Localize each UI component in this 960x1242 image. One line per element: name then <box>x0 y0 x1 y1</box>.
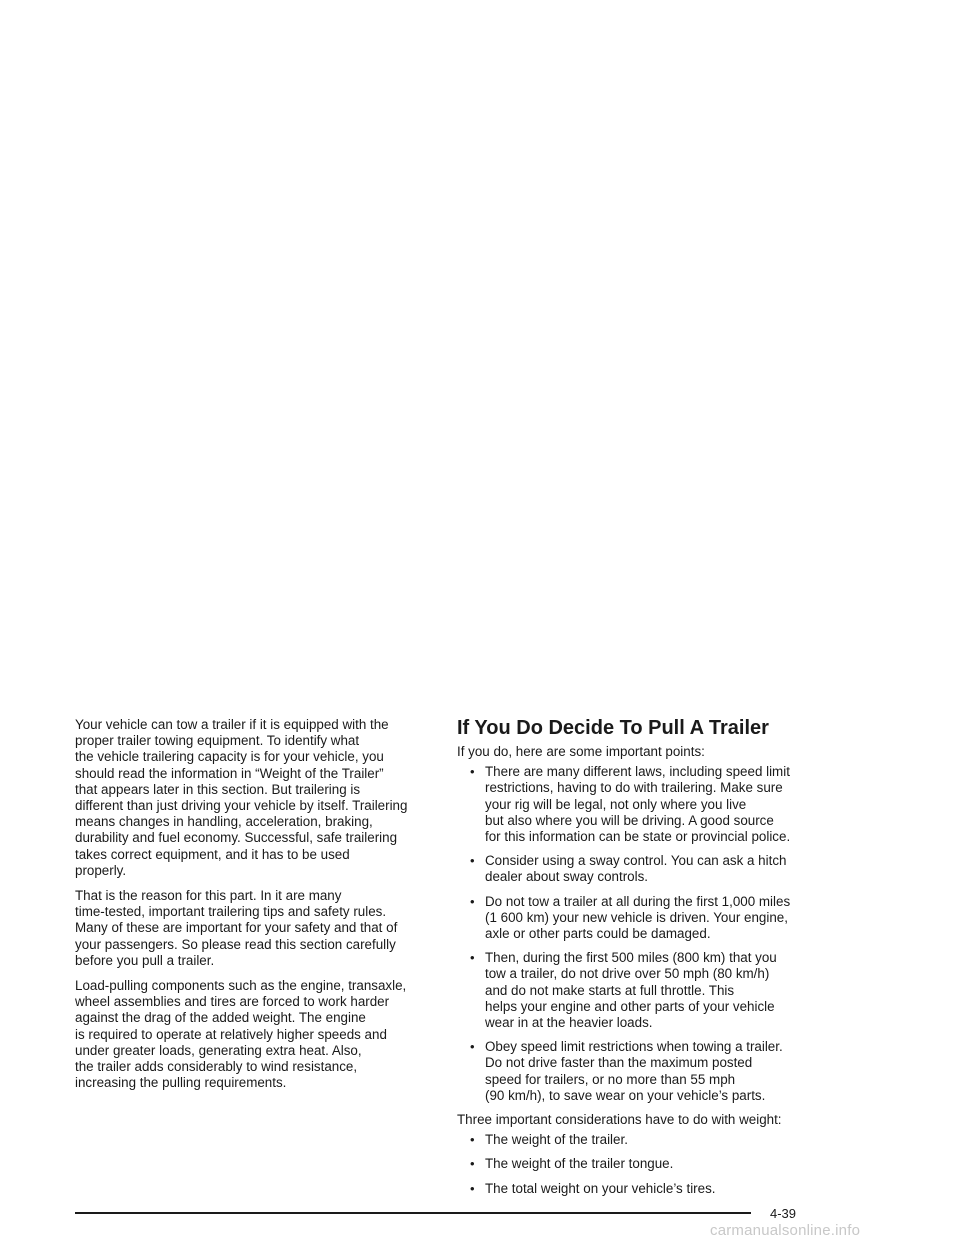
list-item-text: The total weight on your vehicle’s tires. <box>485 1180 716 1196</box>
list-item <box>457 950 829 1031</box>
list-item <box>457 764 829 845</box>
left-column <box>75 717 449 1100</box>
right-column <box>457 717 829 1205</box>
list-item-text: The weight of the trailer. <box>485 1132 628 1148</box>
points-intro: If you do, here are some important points: <box>457 744 705 759</box>
list-item <box>457 894 829 943</box>
list-item <box>457 1181 829 1197</box>
footer-rule <box>75 1212 751 1214</box>
weight-intro: Three important considerations have to do with weight: <box>457 1112 782 1128</box>
list-item-text: The weight of the trailer tongue. <box>485 1156 674 1172</box>
tips-paragraph: That is the reason for this part. In it are many time-tested, important trailering tips and safety rules. Many of these are important for your safety and that of your passengers. So please read this section carefully before you pull a trailer. <box>75 888 398 968</box>
bullet-icon: • <box>470 853 475 869</box>
weight-list <box>457 1132 829 1197</box>
list-item <box>457 1039 829 1104</box>
bullet-icon: • <box>470 1132 475 1148</box>
list-item-text: Consider using a sway control. You can ask a hitch dealer about sway controls. <box>485 853 787 885</box>
bullet-icon: • <box>470 1039 475 1055</box>
list-item-text: Obey speed limit restrictions when towing a trailer. Do not drive faster than the maximum posted speed for trailers, or no more than 55 mph (90 km/h), to save wear on your vehicle’s parts. <box>485 1039 783 1103</box>
section-heading: If You Do Decide To Pull A Trailer <box>457 717 769 739</box>
points-list <box>457 764 829 1104</box>
watermark: carmanualsonline.info <box>710 1222 861 1239</box>
list-item-text: There are many different laws, including speed limit restrictions, having to do with trailering. Make sure your rig will be legal, not only where you live but also where you will be driving. A good source for this information can be state or provincial police. <box>485 764 791 845</box>
bullet-icon: • <box>470 950 475 966</box>
list-item-text: Do not tow a trailer at all during the first 1,000 miles (1 600 km) your new vehicle is driven. Your engine, axle or other parts could be damaged. <box>485 893 791 942</box>
bullet-icon: • <box>470 1180 475 1196</box>
load-paragraph: Load-pulling components such as the engine, transaxle, wheel assemblies and tires are forced to work harder against the drag of the added weight. The engine is required to operate at relatively higher speeds and under greater loads, generating extra heat. Also, the trailer adds considerably to wind resistance, increasing the pulling requirements. <box>75 978 407 1091</box>
bullet-icon: • <box>470 764 475 780</box>
intro-paragraph: Your vehicle can tow a trailer if it is equipped with the proper trailer towing equipment. To identify what the vehicle trailering capacity is for your vehicle, you should read the information in “Weight of the Trailer” that appears later in this section. But trailering is different than just driving your vehicle by itself. Trailering means changes in handling, acceleration, braking, durability and fuel economy. Successful, safe trailering takes correct equipment, and it has to be used properly. <box>75 717 408 878</box>
page-number: 4-39 <box>770 1206 797 1221</box>
list-item-text: Then, during the first 500 miles (800 km) that you tow a trailer, do not drive over 50 mph (80 km/h) and do not make starts at full throttle. This helps your engine and other parts of your vehicle wear in at the heavier loads. <box>485 950 777 1031</box>
list-item <box>457 853 829 885</box>
list-item <box>457 1132 829 1148</box>
bullet-icon: • <box>470 1156 475 1172</box>
bullet-icon: • <box>470 893 475 909</box>
list-item <box>457 1156 829 1172</box>
